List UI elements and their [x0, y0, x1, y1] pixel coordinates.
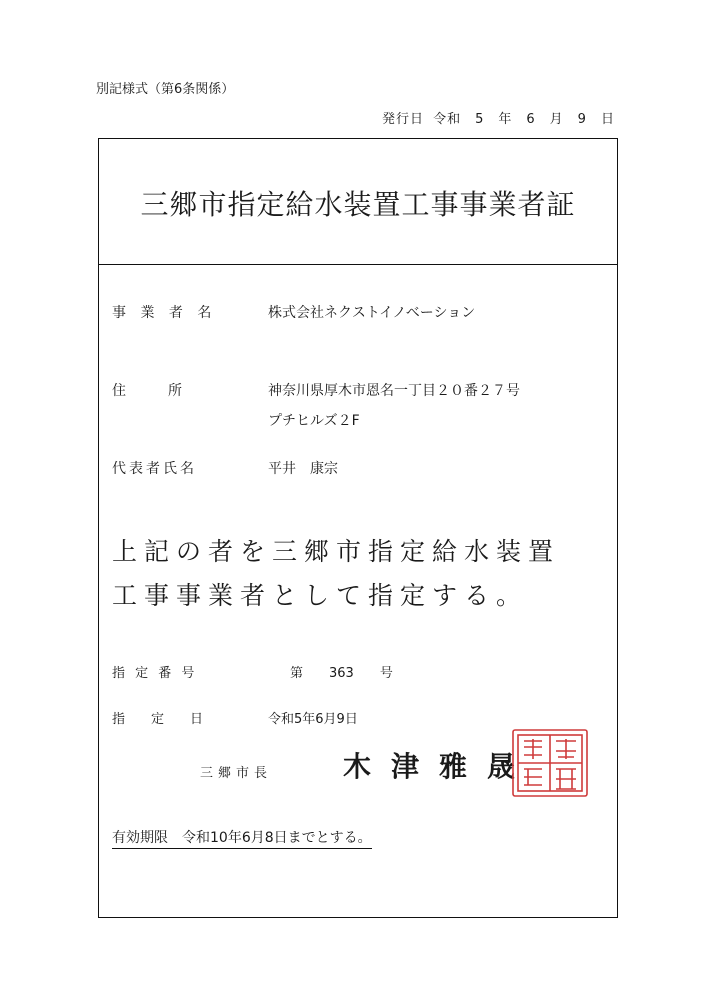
certificate-frame: [98, 138, 618, 918]
designation-number-label: 指 定 番 号: [112, 666, 198, 681]
address-line-1: 神奈川県厚木市恩名一丁目２０番２７号: [268, 383, 520, 399]
title-divider: [98, 264, 618, 265]
mayor-label: 三郷市長: [200, 766, 273, 781]
form-reference: 別記様式（第6条関係）: [96, 82, 235, 97]
official-seal-icon: [510, 727, 590, 799]
designation-date: 令和5年6月9日: [268, 712, 358, 727]
address-line-2: プチヒルズ２F: [268, 413, 360, 429]
designation-date-label: 指 定 日: [112, 712, 204, 727]
declaration-line-2: 工事事業者として指定する。: [112, 581, 529, 610]
representative-name: 平井 康宗: [268, 461, 338, 477]
certificate-title: 三郷市指定給水装置工事事業者証: [140, 188, 576, 221]
address-label: 住 所: [112, 383, 182, 399]
representative-label: 代表者氏名: [112, 461, 197, 477]
validity-period: 有効期限 令和10年6月8日までとする。: [112, 827, 372, 849]
business-name: 株式会社ネクストイノベーション: [268, 305, 476, 321]
issue-date: 発行日 令和 5 年 6 月 9 日: [382, 112, 615, 127]
seal-strokes: [513, 730, 587, 796]
designation-number: 第 363 号: [290, 666, 393, 681]
business-name-label: 事 業 者 名: [112, 305, 217, 321]
mayor-name: 木津雅晟: [343, 750, 536, 783]
declaration-line-1: 上記の者を三郷市指定給水装置: [112, 537, 561, 566]
